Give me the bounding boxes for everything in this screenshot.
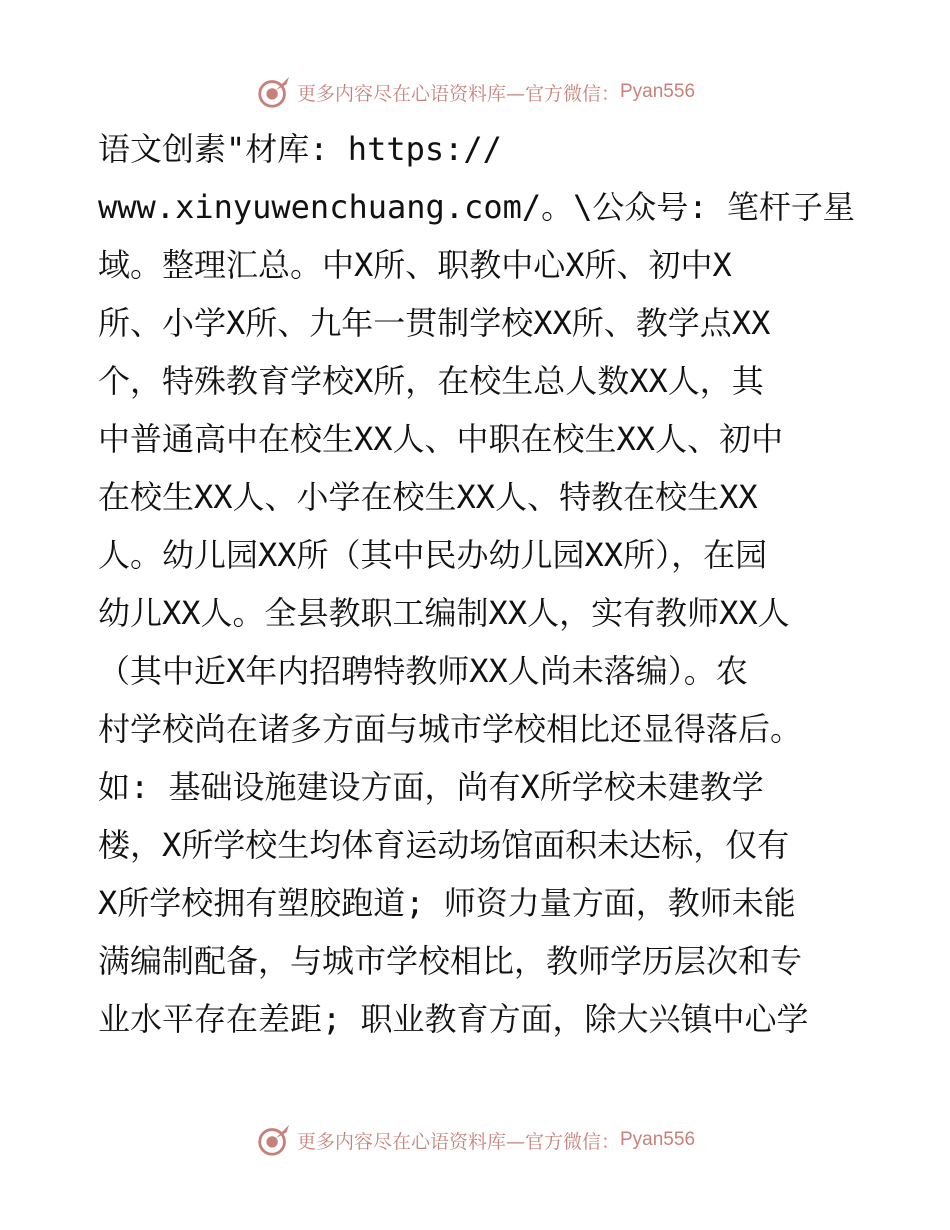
document-body	[98, 120, 878, 1048]
quill-logo-icon	[255, 73, 293, 111]
footer-watermark	[0, 1118, 950, 1162]
watermark-text: 更多内容尽在心语资料库—官方微信：	[296, 1130, 620, 1153]
watermark-text: 更多内容尽在心语资料库—官方微信：	[296, 82, 620, 105]
body-line: 业水平存在差距; 职业教育方面，除大兴镇中心学	[98, 1000, 809, 1038]
body-line: 在校生XX人、小学在校生XX人、特教在校生XX	[98, 478, 758, 516]
body-line: www.xinyuwenchuang.com/。\公众号: 笔杆子星	[98, 188, 855, 226]
quill-logo-icon	[255, 1121, 293, 1159]
body-line: 如: 基础设施建设方面，尚有X所学校未建教学	[98, 768, 764, 806]
body-line: X所学校拥有塑胶跑道; 师资力量方面，教师未能	[98, 884, 796, 922]
header-watermark	[0, 70, 950, 114]
body-line: 楼，X所学校生均体育运动场馆面积未达标，仅有	[98, 826, 790, 864]
body-line: 人。幼儿园XX所（其中民办幼儿园XX所），在园	[98, 536, 768, 574]
watermark-handle: Pyan556	[620, 81, 696, 102]
body-line: 所、小学X所、九年一贯制学校XX所、教学点XX	[98, 304, 771, 342]
body-line: 域。整理汇总。中X所、职教中心X所、初中X	[98, 246, 732, 284]
body-line: 满编制配备，与城市学校相比，教师学历层次和专	[98, 942, 803, 980]
body-line: 中普通高中在校生XX人、中职在校生XX人、初中	[98, 420, 784, 458]
body-line: 个，特殊教育学校X所，在校生总人数XX人，其	[98, 362, 764, 400]
watermark-handle: Pyan556	[620, 1129, 696, 1150]
body-line: 村学校尚在诸多方面与城市学校相比还显得落后。	[98, 710, 803, 748]
body-line: 语文创素"材库: https://	[98, 130, 502, 168]
body-line: 幼儿XX人。全县教职工编制XX人，实有教师XX人	[98, 594, 790, 632]
body-line: （其中近X年内招聘特教师XX人尚未落编）。农	[98, 652, 748, 690]
